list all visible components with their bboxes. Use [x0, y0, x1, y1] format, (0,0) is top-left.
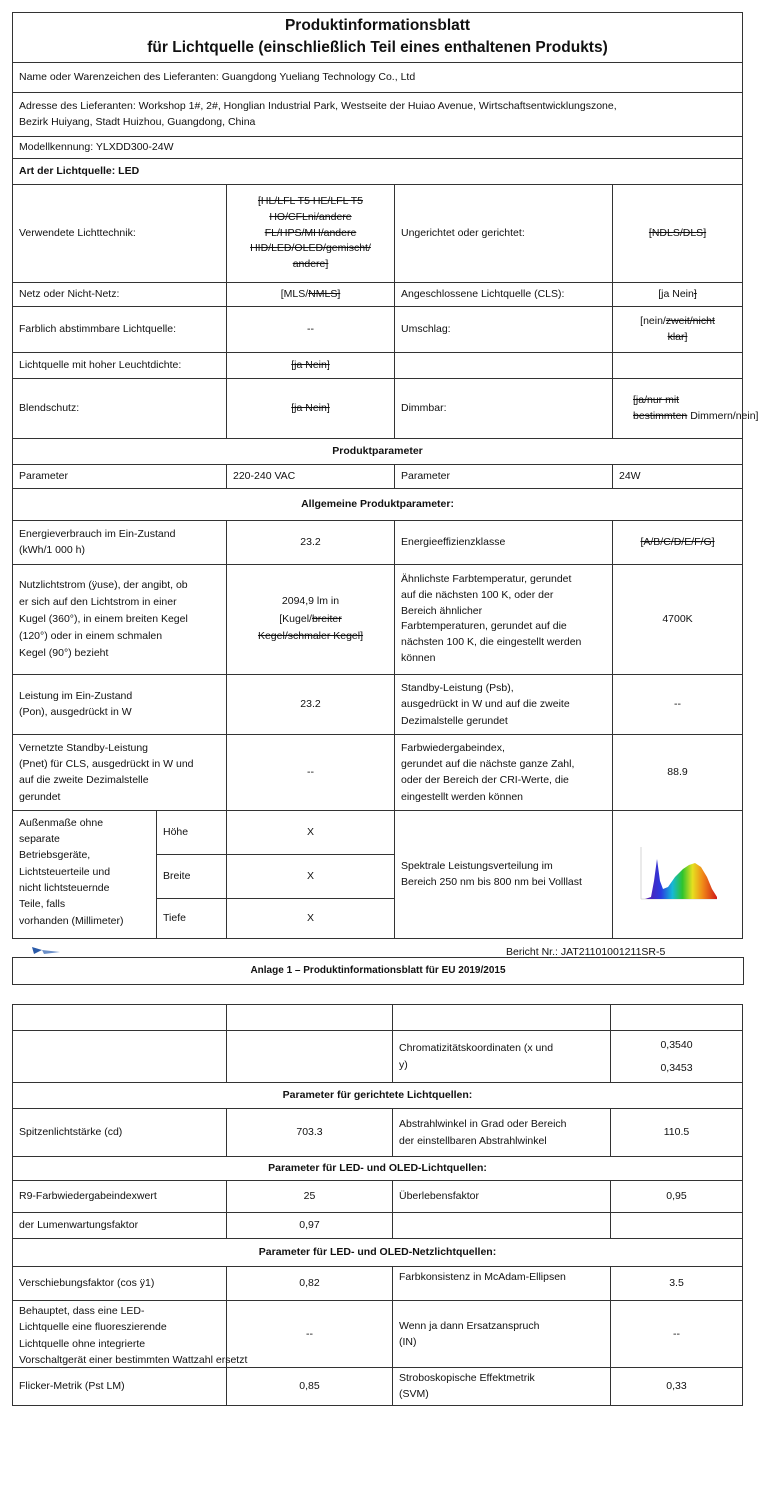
psb-label: Standby-Leistung (Psb), ausgedrückt in W und auf die zweite Dezimalstelle gerundet	[395, 674, 613, 734]
cri-value: 88.9	[613, 734, 743, 810]
envelope-label: Umschlag:	[395, 306, 613, 352]
envelope-value: [nein/zweit/nicht klar]	[613, 306, 743, 352]
mains-params-heading: Parameter für LED- und OLED-Netzlichtquellen:	[13, 1239, 743, 1267]
svm-label: Stroboskopische Effektmetrik (SVM)	[393, 1368, 611, 1406]
param1-label: Parameter	[13, 464, 227, 488]
mains-label: Netz oder Nicht-Netz:	[13, 282, 227, 306]
cct-value: 4700K	[613, 564, 743, 674]
supplier-address: Adresse des Lieferanten: Workshop 1#, 2#, Honglian Industrial Park, Westseite der Huiao Avenue, Wirtschaftsentwicklungszone, Bezirk Huiyang, Stadt Huizhou, Guangdong, China	[13, 92, 743, 136]
survival-value: 0,95	[611, 1181, 743, 1213]
param2-value: 24W	[613, 464, 743, 488]
replace-label: Behauptet, dass eine LED- Lichtquelle eine fluoreszierende Lichtquelle ohne integrierte Vorschaltgerät einer bestimmten Wattzahl ersetzt	[13, 1301, 227, 1367]
pon-label: Leistung im Ein-Zustand (Pon), ausgedrückt in W	[13, 674, 227, 734]
claim-label: Wenn ja dann Ersatzanspruch (IN)	[393, 1301, 611, 1368]
cls-label: Angeschlossene Lichtquelle (CLS):	[395, 282, 613, 306]
glare-value: [ja Nein]	[227, 378, 395, 438]
product-params-heading: Produktparameter	[13, 438, 743, 464]
class-label: Energieeffizienzklasse	[395, 520, 613, 564]
cri-label: Farbwiedergabeindex, gerundet auf die nächste ganze Zahl, oder der Bereich der CRI-Werte, die eingestellt werden können	[395, 734, 613, 810]
class-value: [A/B/C/D/E/F/G]	[613, 520, 743, 564]
annex-table	[12, 1004, 743, 1406]
cls-value: [ja Nein]	[613, 282, 743, 306]
empty-cell	[611, 1005, 743, 1031]
flicker-label: Flicker-Metrik (Pst LM)	[13, 1368, 227, 1406]
depth-label: Tiefe	[157, 898, 227, 938]
tech-value: [HL/LFL T5 HE/LFL T5 HO/CFLni/andere FL/HPS/MH/andere HID/LED/OLED/gemischt/ andere]	[227, 184, 395, 282]
dimmable-value: [ja/nur mit bestimmten Dimmern/nein]	[613, 378, 743, 438]
empty-cell	[611, 1213, 743, 1239]
depth-value: X	[227, 898, 395, 938]
empty-cell	[227, 1005, 393, 1031]
survival-label: Überlebensfaktor	[393, 1181, 611, 1213]
replace-claim	[13, 1301, 393, 1368]
empty-cell	[393, 1213, 611, 1239]
svm-value: 0,33	[611, 1368, 743, 1406]
high-luminance-label: Lichtquelle mit hoher Leuchtdichte:	[13, 352, 227, 378]
page-title: Produktinformationsblatt für Lichtquelle (einschließlich Teil eines enthaltenen Produkts)	[13, 13, 743, 63]
width-value: X	[227, 854, 395, 898]
empty-cell	[393, 1005, 611, 1031]
dims-label: Außenmaße ohne separate Betriebsgeräte, Lichtsteuerteile und nicht lichtsteuernde Teile, falls vorhanden (Millimeter)	[13, 810, 157, 938]
tunable-label: Farblich abstimmbare Lichtquelle:	[13, 306, 227, 352]
energy-value: 23.2	[227, 520, 395, 564]
company-logo	[30, 944, 70, 956]
product-info-table	[12, 12, 758, 939]
high-luminance-value: [ja Nein]	[227, 352, 395, 378]
shift-label: Verschiebungsfaktor (cos ÿ1)	[13, 1267, 227, 1301]
claim-value: --	[611, 1301, 743, 1368]
replace-value: --	[306, 1327, 313, 1340]
directed-params-heading: Parameter für gerichtete Lichtquellen:	[13, 1083, 743, 1109]
general-params-heading: Allgemeine Produktparameter:	[13, 488, 743, 520]
pnet-label: Vernetzte Standby-Leistung (Pnet) für CLS, ausgedrückt in W und auf die zweite Dezimalstelle gerundet	[13, 734, 227, 810]
spd-chart-cell	[613, 810, 743, 938]
spectrum-chart	[635, 841, 721, 907]
pon-value: 23.2	[227, 674, 395, 734]
beam-value: 110.5	[611, 1109, 743, 1157]
empty-cell	[13, 1005, 227, 1031]
lumen-label: der Lumenwartungsfaktor	[13, 1213, 227, 1239]
empty-cell	[227, 1031, 393, 1083]
annex-title: Anlage 1 – Produktinformationsblatt für EU 2019/2015	[12, 957, 744, 985]
energy-label: Energieverbrauch im Ein-Zustand (kWh/1 000 h)	[13, 520, 227, 564]
peak-value: 703.3	[227, 1109, 393, 1157]
cct-label: Ähnlichste Farbtemperatur, gerundet auf die nächsten 100 K, oder der Bereich ähnlicher Farbtemperaturen, gerundet auf die nächsten 100 K, die eingestellt werden können	[395, 564, 613, 674]
tech-label: Verwendete Lichttechnik:	[13, 184, 227, 282]
directed-value: [NDLS/DLS]	[613, 184, 743, 282]
psb-value: --	[613, 674, 743, 734]
pnet-value: --	[227, 734, 395, 810]
flux-label: Nutzlichtstrom (ÿuse), der angibt, ob er sich auf den Lichtstrom in einer Kugel (360°), in einem breiten Kegel (120°) oder in einem schmalen Kegel (90°) bezieht	[13, 564, 227, 674]
beam-label: Abstrahlwinkel in Grad oder Bereich der einstellbaren Abstrahlwinkel	[393, 1109, 611, 1157]
supplier-name: Name oder Warenzeichen des Lieferanten: Guangdong Yueliang Technology Co., Ltd	[13, 62, 743, 92]
width-label: Breite	[157, 854, 227, 898]
report-number: Bericht Nr.: JAT21101001211SR-5	[506, 946, 666, 958]
shift-value: 0,82	[227, 1267, 393, 1301]
flicker-value: 0,85	[227, 1368, 393, 1406]
consistency-label: Farbkonsistenz in McAdam-Ellipsen	[393, 1267, 611, 1301]
dimmable-label: Dimmbar:	[395, 378, 613, 438]
spd-label: Spektrale Leistungsverteilung im Bereich 250 nm bis 800 nm bei Volllast	[395, 810, 613, 938]
mains-value: [MLS/NMLS]	[227, 282, 395, 306]
empty-cell	[13, 1031, 227, 1083]
chroma-label: Chromatizitätskoordinaten (x und y)	[393, 1031, 611, 1083]
led-params-heading: Parameter für LED- und OLED-Lichtquellen:	[13, 1157, 743, 1181]
source-type: Art der Lichtquelle: LED	[13, 158, 743, 184]
lumen-value: 0,97	[227, 1213, 393, 1239]
tunable-value: --	[227, 306, 395, 352]
r9-label: R9-Farbwiedergabeindexwert	[13, 1181, 227, 1213]
height-label: Höhe	[157, 810, 227, 854]
empty-cell	[395, 352, 613, 378]
r9-value: 25	[227, 1181, 393, 1213]
consistency-value: 3.5	[611, 1267, 743, 1301]
model-id: Modellkennung: YLXDD300-24W	[13, 136, 743, 158]
chroma-value: 0,3540 0,3453	[611, 1031, 743, 1083]
height-value: X	[227, 810, 395, 854]
directed-label: Ungerichtet oder gerichtet:	[395, 184, 613, 282]
flux-value: 2094,9 lm in [Kugel/breiter Kegel/schmaler Kegel]	[227, 564, 395, 674]
peak-label: Spitzenlichtstärke (cd)	[13, 1109, 227, 1157]
param2-label: Parameter	[395, 464, 613, 488]
param1-value: 220-240 VAC	[227, 464, 395, 488]
empty-cell	[613, 352, 743, 378]
glare-label: Blendschutz:	[13, 378, 227, 438]
